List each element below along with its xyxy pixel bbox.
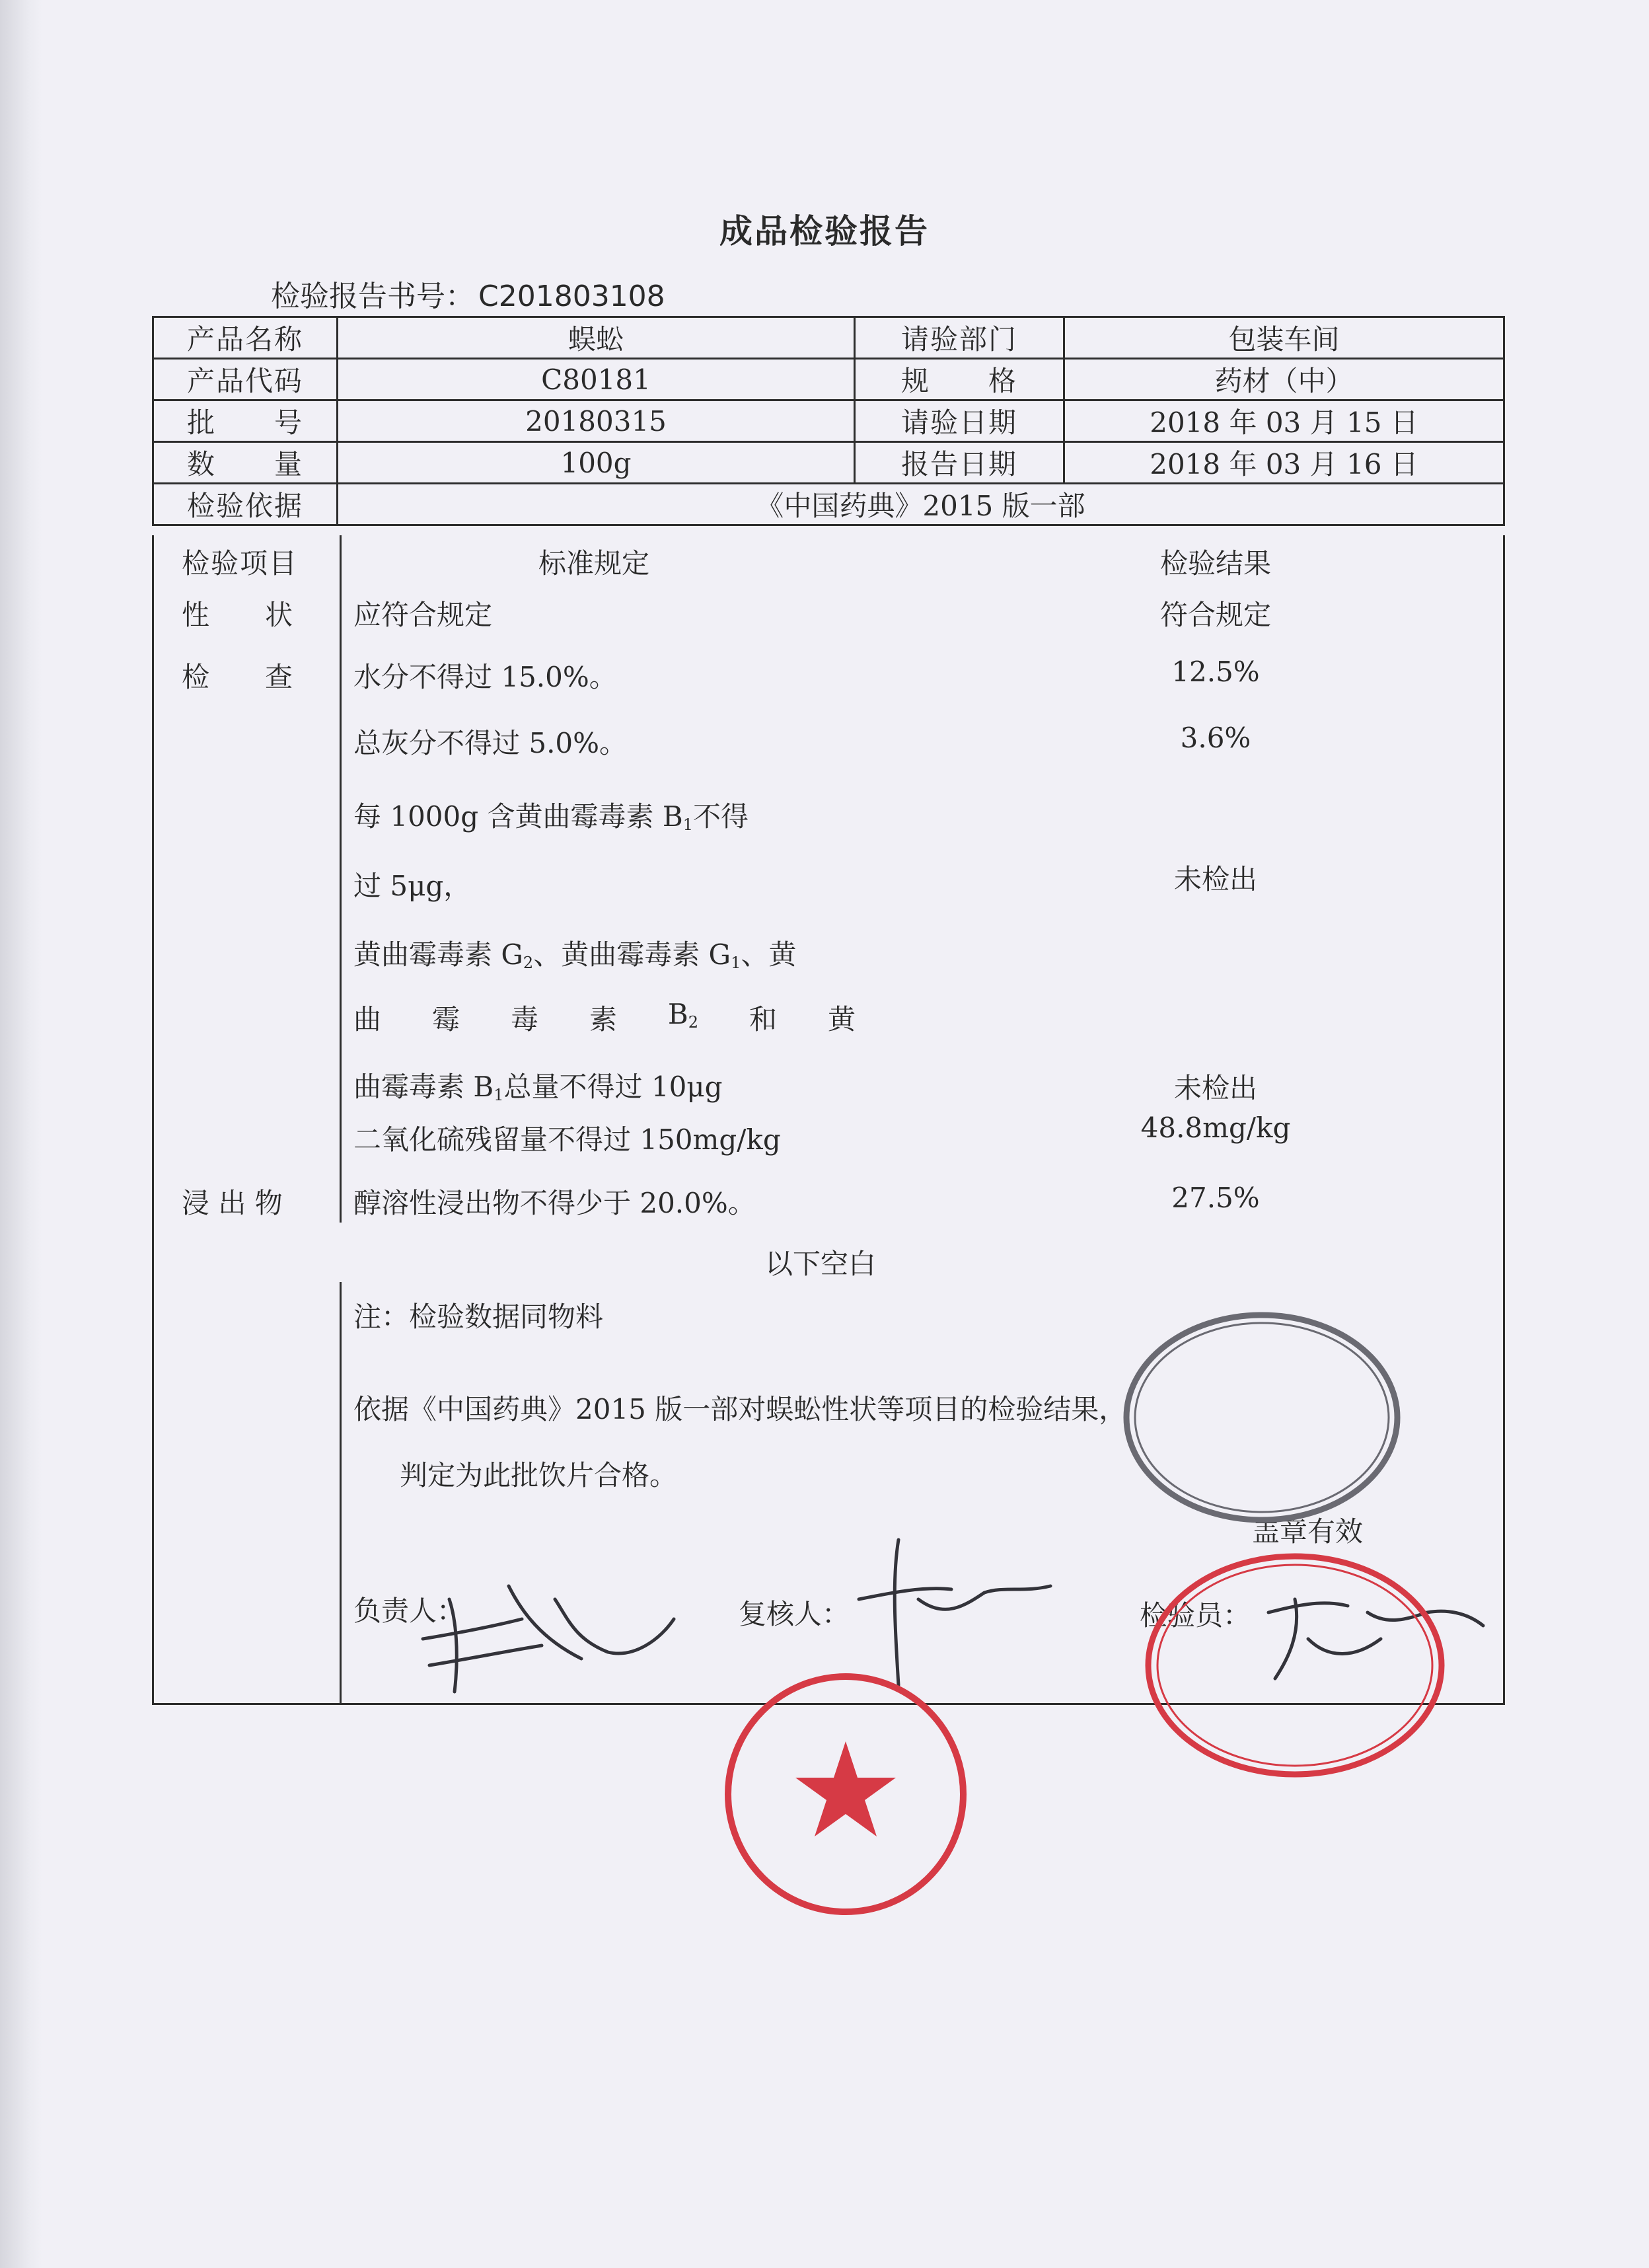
label-product-code: 产品代码 (153, 359, 338, 400)
table-row (153, 484, 1504, 525)
report-number-value: C201803108 (478, 280, 665, 313)
standard-aflatoxin-b1-line2: 过 5μg， (353, 870, 472, 902)
report-number (271, 272, 665, 315)
table-row (153, 400, 1504, 442)
text-segment: 、黄曲霉毒素 G (533, 938, 731, 971)
text-segment: 毒 (510, 1003, 538, 1036)
company-seal (720, 1669, 971, 1920)
value-spec: 药材（中） (1064, 359, 1504, 400)
header-item: 检验项目 (182, 547, 299, 580)
note: 注：检验数据同物料 (353, 1301, 604, 1333)
standard-aflatoxin-total-line2 (353, 998, 856, 1038)
conclusion-line1: 依据《中国药典》2015 版一部对蜈蚣性状等项目的检验结果， (353, 1393, 1127, 1425)
value-request-date: 2018 年 03 月 15 日 (1064, 400, 1504, 442)
result-ash: 3.6% (1180, 722, 1251, 754)
subscript: 1 (494, 1086, 504, 1104)
subscript: 1 (682, 815, 693, 834)
standard-aflatoxin-b1-line1 (353, 795, 749, 835)
standard-so2: 二氧化硫残留量不得过 150mg/kg (353, 1123, 781, 1156)
text-segment: 曲 (353, 1003, 382, 1036)
text-segment (668, 998, 698, 1038)
text-segment: 素 (589, 1003, 617, 1036)
text-segment: 、黄 (741, 938, 797, 971)
quality-seal-gray (1117, 1305, 1407, 1530)
page-title: 成品检验报告 (719, 212, 930, 250)
text-segment: 每 1000g 含黄曲霉毒素 B (353, 800, 683, 833)
table-row (153, 317, 1504, 359)
value-quantity: 100g (338, 442, 855, 484)
text-segment: B (667, 998, 688, 1030)
result-aflatoxin-total: 未检出 (1173, 1072, 1257, 1104)
value-department: 包装车间 (1064, 317, 1504, 359)
quality-seal-red (1136, 1546, 1453, 1784)
label-basis: 检验依据 (153, 484, 338, 525)
text-segment: 黄曲霉毒素 G (353, 938, 523, 971)
standard-aflatoxin-total-line1 (353, 933, 796, 973)
label-appearance: 性 状 (182, 599, 293, 631)
header-result: 检验结果 (1159, 547, 1271, 580)
text-segment: 和 (749, 1003, 777, 1036)
label-spec: 规 格 (855, 359, 1064, 400)
result-extract: 27.5% (1171, 1182, 1260, 1214)
standard-aflatoxin-total-line3 (353, 1065, 722, 1105)
label-batch-no: 批 号 (153, 400, 338, 442)
label-report-date: 报告日期 (855, 442, 1064, 484)
label-request-date: 请验日期 (855, 400, 1064, 442)
text-segment: 曲霉毒素 B (353, 1071, 494, 1103)
standard-extract: 醇溶性浸出物不得少于 20.0%。 (353, 1187, 756, 1219)
header-standard: 标准规定 (538, 547, 650, 580)
table-row (153, 442, 1504, 484)
signature-reviewer (852, 1527, 1064, 1698)
info-table (152, 316, 1505, 526)
report-number-label: 检验报告书号： (271, 280, 474, 313)
label-inspector: 检验员： (1140, 1599, 1251, 1632)
result-aflatoxin-b1: 未检出 (1173, 863, 1257, 895)
subscript: 2 (688, 1013, 699, 1032)
text-segment: 霉 (431, 1003, 460, 1036)
label-inspection: 检 查 (182, 661, 293, 693)
standard-water: 水分不得过 15.0%。 (353, 661, 617, 693)
value-basis: 《中国药典》2015 版一部 (338, 484, 1504, 525)
text-segment: 不得 (692, 800, 749, 833)
standard-appearance: 应符合规定 (353, 599, 493, 631)
label-product-name: 产品名称 (153, 317, 338, 359)
text-segment: 总量不得过 10μg (503, 1071, 723, 1103)
result-so2: 48.8mg/kg (1140, 1112, 1291, 1144)
label-reviewer: 复核人： (739, 1598, 850, 1630)
label-extract: 浸 出 物 (182, 1187, 283, 1219)
column-divider-lower (340, 1282, 342, 1705)
conclusion-line2: 判定为此批饮片合格。 (400, 1459, 678, 1492)
label-responsible: 负责人： (353, 1595, 465, 1627)
standard-ash: 总灰分不得过 5.0%。 (353, 727, 628, 759)
result-water: 12.5% (1171, 656, 1260, 688)
seal-valid-note: 盖章有效 (1252, 1515, 1364, 1548)
label-quantity: 数 量 (153, 442, 338, 484)
label-department: 请验部门 (855, 317, 1064, 359)
blank-below: 以下空白 (765, 1248, 877, 1280)
value-report-date: 2018 年 03 月 16 日 (1064, 442, 1504, 484)
table-row (153, 359, 1504, 400)
value-product-code: C80181 (338, 359, 855, 400)
signature-responsible (410, 1560, 687, 1705)
subscript: 2 (523, 954, 534, 972)
value-batch-no: 20180315 (338, 400, 855, 442)
scan-edge (0, 0, 42, 2268)
value-product-name: 蜈蚣 (338, 317, 855, 359)
subscript: 1 (731, 954, 741, 972)
text-segment: 黄 (827, 1003, 856, 1036)
result-appearance: 符合规定 (1159, 599, 1271, 631)
column-divider (340, 535, 342, 1223)
